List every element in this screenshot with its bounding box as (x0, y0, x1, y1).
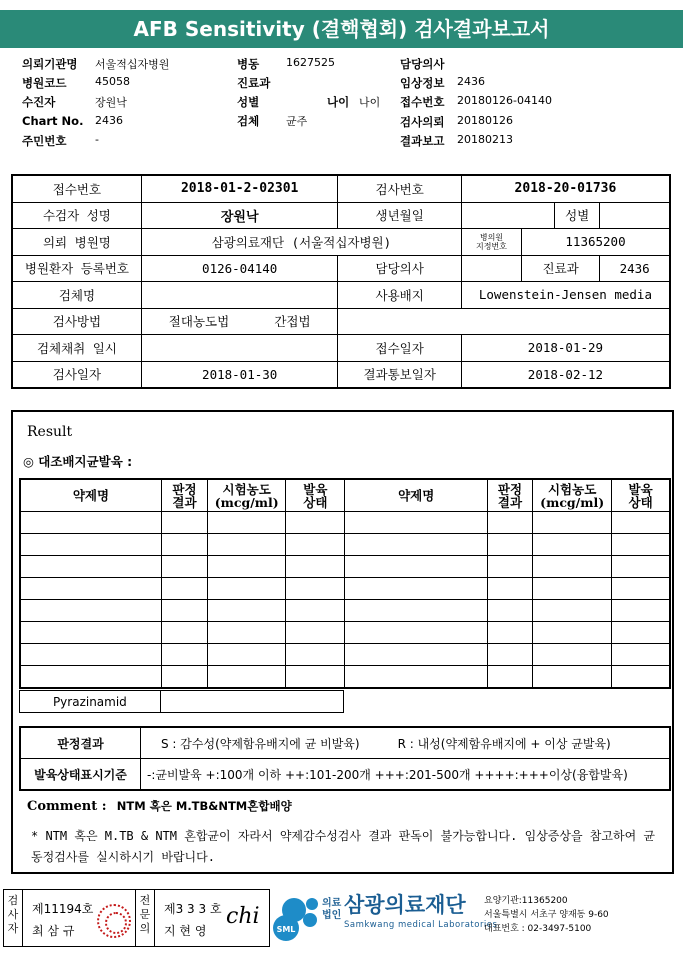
chart-label: Chart No. (22, 114, 84, 128)
patient-info-table (11, 174, 671, 389)
dept-label: 진료과 (237, 76, 271, 90)
ward-label: 병동 (237, 57, 260, 71)
institution-label: 의뢰기관명 (22, 57, 78, 71)
registration-label: 병원환자 등록번호 (12, 255, 141, 282)
registration-value: 0126-04140 (141, 255, 338, 282)
org-name: 삼광의료재단 (344, 893, 466, 917)
org-type: 의료법인 (322, 898, 342, 921)
institution-value: 서울적십자병원 (95, 58, 170, 71)
sex-label: 성별 (237, 95, 260, 109)
reception-no-label: 접수번호 (12, 175, 141, 202)
birth-label: 생년월일 (338, 202, 461, 229)
patient-name-label: 수검자 성명 (12, 202, 141, 229)
test-date-label: 검사일자 (12, 361, 141, 388)
received-label: 접수일자 (338, 335, 461, 362)
pyrazinamid-row (19, 690, 344, 713)
test-date-value: 2018-01-30 (141, 361, 338, 388)
age-label: 나이 (327, 95, 350, 109)
judge-legend-label: 판정결과 (20, 727, 141, 759)
specimen-label: 검체 (237, 114, 260, 128)
hospital-value: 삼광의료재단 (서울적십자병원) (141, 229, 461, 256)
birth-value (461, 202, 554, 229)
collection-label: 검체채취 일시 (12, 335, 141, 362)
logo-text: SML (276, 925, 296, 934)
reception-value: 20180126-04140 (457, 94, 552, 107)
col-judge: 판정 결과 (161, 479, 207, 512)
table-row (20, 666, 670, 689)
report-value: 20180213 (457, 133, 513, 146)
pyrazinamid-label: Pyrazinamid (20, 691, 161, 713)
age-value: 나이 (359, 96, 381, 109)
chart-value: 2436 (95, 114, 123, 127)
col-conc: 시험농도 (mcg/ml) (208, 479, 286, 512)
comment-value: NTM 혹은 M.TB&NTM혼합배양 (116, 799, 292, 813)
pyrazinamid-value (160, 691, 343, 713)
resident-label: 주민번호 (22, 134, 67, 148)
result-title: Result (27, 424, 73, 440)
org-code: 요양기관:11365200 (484, 896, 568, 906)
growth-legend-value: -:균비발육 +:100개 이하 ++:101-200개 +++:201-500개 ++++:+++이상(융합발육) (141, 759, 671, 791)
report-label: 결과보고 (400, 134, 445, 148)
designated-value: 11365200 (522, 229, 670, 256)
comment-note: * NTM 혹은 M.TB & NTM 혼합균이 자라서 약제감수성검사 결과 판독이 불가능합니다. 임상증상을 참고하여 균동정검사를 실시하시기 바랍니다. (31, 829, 655, 864)
signature-mark: chi (226, 904, 260, 929)
table-row (20, 556, 670, 578)
sex-label-cell: 성별 (555, 202, 600, 229)
hospital-code-label: 병원코드 (22, 76, 67, 90)
specialist-vert-label: 전문의 (139, 894, 151, 935)
comment-label: Comment : (27, 799, 107, 814)
control-growth-label: ◎ 대조배지균발육 : (23, 454, 133, 469)
reception-label: 접수번호 (400, 95, 445, 109)
test-no-value: 2018-20-01736 (461, 175, 670, 202)
dept-value: 2436 (600, 255, 670, 282)
org-english-name: Samkwang medical Laboratories (344, 920, 498, 930)
judge-legend-value: S : 감수성(약제함유배지에 균 비발육) R : 내성(약제함유배지에 + 이상 균발육) (141, 727, 671, 759)
test-no-label: 검사번호 (338, 175, 461, 202)
request-label: 검사의뢰 (400, 115, 445, 129)
hospital-code-value: 45058 (95, 75, 130, 88)
clinical-label: 임상정보 (400, 76, 445, 90)
patient-name-value: 장원낙 (141, 202, 338, 229)
received-value: 2018-01-29 (461, 335, 670, 362)
growth-legend-label: 발육상태표시기준 (20, 759, 141, 791)
col-growth: 발육 상태 (286, 479, 345, 512)
examiner-license: 제11194호 (32, 902, 94, 916)
org-address: 서울특별시 서초구 양재동 9-60 (484, 910, 609, 920)
resident-value: - (95, 133, 99, 146)
result-section (11, 410, 674, 874)
org-phone: 대표번호 : 02-3497-5100 (484, 924, 592, 934)
col-judge-2: 판정 결과 (487, 479, 532, 512)
col-drug-2: 약제명 (345, 479, 487, 512)
notify-label: 결과통보일자 (338, 361, 461, 388)
medium-label: 사용배지 (338, 282, 461, 309)
table-row (20, 512, 670, 534)
ward-value: 1627525 (286, 56, 335, 69)
doctor-value (461, 255, 521, 282)
legend-table (19, 726, 671, 791)
col-drug: 약제명 (20, 479, 161, 512)
method-label: 검사방법 (12, 308, 141, 335)
method-extra (338, 308, 670, 335)
specimen-name-value (141, 282, 338, 309)
doctor-label-cell: 담당의사 (338, 255, 461, 282)
examiner-vert-label: 검사자 (7, 894, 19, 935)
table-row (20, 644, 670, 666)
patient-value: 장원낙 (95, 96, 127, 109)
table-row (20, 578, 670, 600)
specialist-license: 제3 3 3 호 (164, 902, 222, 916)
clinical-value: 2436 (457, 75, 485, 88)
dept-label-cell: 진료과 (522, 255, 600, 282)
comment (27, 798, 292, 814)
request-value: 20180126 (457, 114, 513, 127)
doctor-label: 담당의사 (400, 57, 445, 71)
collection-value (141, 335, 338, 362)
drug-sensitivity-table (19, 478, 671, 689)
hospital-label: 의뢰 병원명 (12, 229, 141, 256)
specialist-name: 지 현 영 (164, 924, 207, 938)
signature-block (3, 889, 270, 947)
org-info (484, 894, 609, 936)
specimen-name-label: 검체명 (12, 282, 141, 309)
designated-label: 병의원 지정번호 (461, 229, 521, 256)
medium-value: Lowenstein-Jensen media (461, 282, 670, 309)
report-title: AFB Sensitivity (결핵협회) 검사결과보고서 (0, 10, 683, 48)
sex-value (600, 202, 670, 229)
examiner-name: 최 삼 규 (32, 924, 75, 938)
reception-no-value: 2018-01-2-02301 (141, 175, 338, 202)
col-conc-2: 시험농도 (mcg/ml) (533, 479, 612, 512)
method-value: 절대농도법 간접법 (141, 308, 338, 335)
table-row (20, 534, 670, 556)
notify-value: 2018-02-12 (461, 361, 670, 388)
table-row (20, 600, 670, 622)
patient-label: 수진자 (22, 95, 56, 109)
col-growth-2: 발육 상태 (612, 479, 670, 512)
specimen-value: 균주 (286, 115, 308, 128)
seal-stamp (97, 904, 131, 938)
table-row (20, 622, 670, 644)
